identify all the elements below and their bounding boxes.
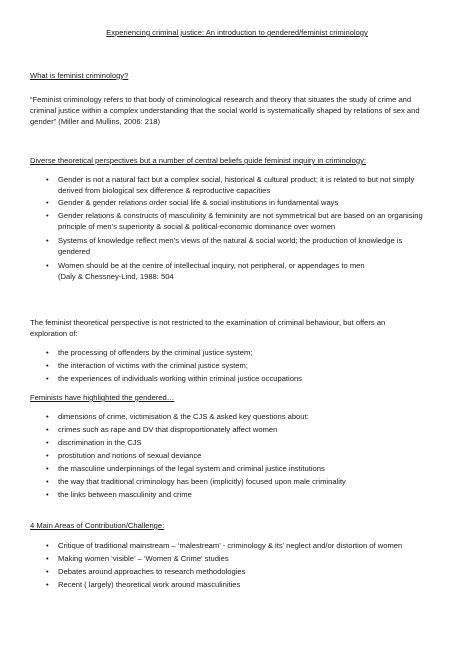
list-item: Gender relations & constructs of masculinity & femininity are not symmetrical but are based on an organising xyxy=(58,211,423,220)
bullet-marker: • xyxy=(46,541,49,550)
bullet-marker: • xyxy=(46,425,49,434)
quote-line: criminal justice within a complex understanding that the social world is systematically shaped by relations of sex and xyxy=(30,106,420,115)
bullet-marker: • xyxy=(46,175,49,184)
paragraph-line: The feminist theoretical perspective is not restricted to the examination of criminal behaviour, but offers an xyxy=(30,318,386,327)
list-item: prostitution and notions of sexual deviance xyxy=(58,451,202,460)
bullet-marker: • xyxy=(46,198,49,207)
bullet-marker: • xyxy=(46,361,49,370)
bullet-marker: • xyxy=(46,348,49,357)
list-item-continuation: derived from biological sex difference & reproductive capacities xyxy=(58,186,271,195)
list-item-continuation: gendered xyxy=(58,247,91,256)
bullet-marker: • xyxy=(46,490,49,499)
list-item: Debates around approaches to research methodologies xyxy=(58,567,246,576)
list-item: discrimination in the CJS xyxy=(58,438,142,447)
list-item: Systems of knowledge reflect men’s views of the natural & social world; the production of knowledge is xyxy=(58,236,403,245)
bullet-marker: • xyxy=(46,374,49,383)
list-item: Gender is not a natural fact but a complex social, historical & cultural product; it is related to but not simply xyxy=(58,175,415,184)
bullet-marker: • xyxy=(46,464,49,473)
list-item: the interaction of victims with the criminal justice system; xyxy=(58,361,248,370)
bullet-marker: • xyxy=(46,567,49,576)
bullet-marker: • xyxy=(46,211,49,220)
bullet-marker: • xyxy=(46,580,49,589)
bullet-marker: • xyxy=(46,236,49,245)
list-item: Critique of traditional mainstream – ‘malestream’ - criminology & its’ neglect and/or distortion of women xyxy=(58,541,403,550)
document-title: Experiencing criminal justice: An introduction to gendered/feminist criminology xyxy=(106,28,368,37)
list-item: the links between masculinity and crime xyxy=(58,490,192,499)
list-item: Gender & gender relations order social life & social institutions in fundamental ways xyxy=(58,198,339,207)
list-item: the masculine underpinnings of the legal system and criminal justice institutions xyxy=(58,464,325,473)
bullet-marker: • xyxy=(46,261,49,270)
list-item: Making women ‘visible’ – ‘Women & Crime’ studies xyxy=(58,554,229,563)
paragraph-line: exploration of: xyxy=(30,329,78,338)
list-item: the way that traditional criminology has been (implicitly) focused upon male criminality xyxy=(58,477,346,486)
bullet-marker: • xyxy=(46,438,49,447)
heading-main-areas: 4 Main Areas of Contribution/Challenge: xyxy=(30,521,165,530)
bullet-marker: • xyxy=(46,554,49,563)
list-item: dimensions of crime, victimisation & the CJS & asked key questions about: xyxy=(58,412,309,421)
heading-feminists-highlighted: Feminists have highlighted the gendered… xyxy=(30,393,175,402)
quote-line: “Feminist criminology refers to that body of criminological research and theory that situates the study of crime and xyxy=(30,95,412,104)
list-item: Recent ( largely) theoretical work around masculinities xyxy=(58,580,241,589)
list-item: crimes such as rape and DV that disproportionately affect women xyxy=(58,425,278,434)
bullet-marker: • xyxy=(46,477,49,486)
quote-line: gender” (Miller and Mullins, 2006: 218) xyxy=(30,117,161,126)
bullet-marker: • xyxy=(46,451,49,460)
list-item: Women should be at the centre of intellectual inquiry, not peripheral, or appendages to men xyxy=(58,261,365,270)
list-item: the experiences of individuals working within criminal justice occupations xyxy=(58,374,302,383)
bullet-marker: • xyxy=(46,412,49,421)
citation: (Daly & Chessney-Lind, 1988: 504 xyxy=(58,272,174,281)
list-item: the processing of offenders by the criminal justice system; xyxy=(58,348,253,357)
heading-what-is-feminist-criminology: What is feminist criminology? xyxy=(30,71,129,80)
heading-central-beliefs: Diverse theoretical perspectives but a number of central beliefs guide feminist inquiry in criminology: xyxy=(30,156,366,165)
list-item-continuation: principle of men’s superiority & social & political-economic dominance over women xyxy=(58,222,336,231)
